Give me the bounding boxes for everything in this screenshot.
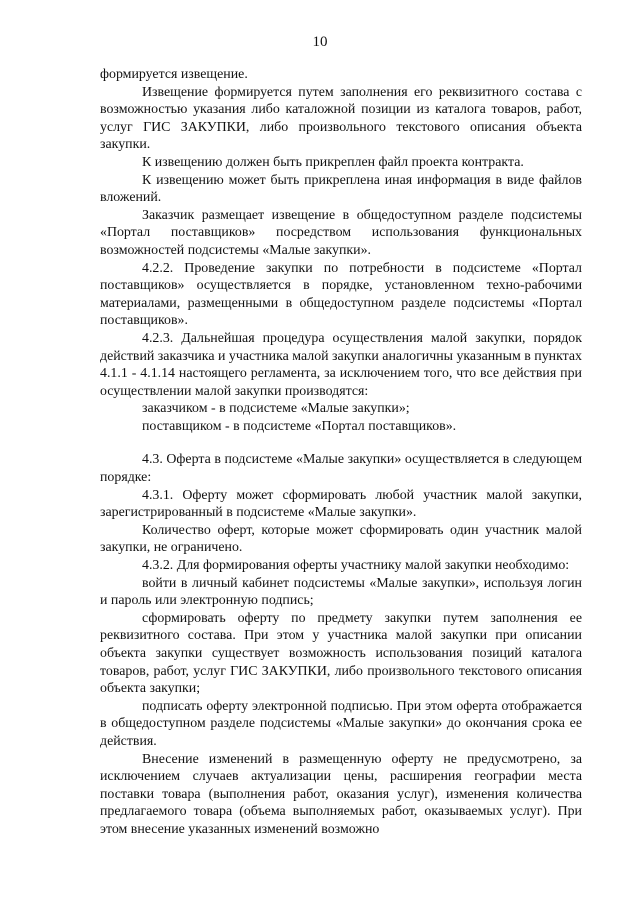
- paragraph: К извещению должен быть прикреплен файл проекта контракта.: [142, 154, 524, 170]
- page-number: 10: [312, 34, 328, 50]
- document-body: [100, 66, 582, 839]
- list-item: поставщиком - в подсистеме «Портал поставщиков».: [142, 418, 457, 434]
- list-item: сформировать оферту по предмету закупки путем заполнения ее реквизитного состава. При этом у участника малой закупки при описании объекта закупки существует возможность использования позиций каталога товаров, работ, услуг ГИС ЗАКУПКИ, либо произвольного текстового описания объекта закупки;: [100, 610, 582, 697]
- paragraph: 4.3.1. Оферту может сформировать любой участник малой закупки, зарегистрированный в подсистеме «Малые закупки».: [100, 487, 582, 521]
- paragraph: Внесение изменений в размещенную оферту не предусмотрено, за исключением случаев актуализации цены, расширения географии места поставки товара (выполнения работ, оказания услуг), изменения количества предлагаемого товара (объема выполняемых работ, оказываемых услуг). При этом внесение указанных изменений возможно: [100, 751, 582, 837]
- paragraph: 4.3.2. Для формирования оферты участнику малой закупки необходимо:: [142, 558, 570, 574]
- paragraph: формируется извещение.: [100, 67, 248, 82]
- paragraph: 4.2.3. Дальнейшая процедура осуществления малой закупки, порядок действий заказчика и участника малой закупки аналогичны указанным в пунктах 4.1.1 - 4.1.14 настоящего регламента, за исключением того, что все действия при осуществлении малой закупки производятся:: [100, 330, 582, 399]
- paragraph: К извещению может быть прикреплена иная информация в виде файлов вложений.: [100, 172, 582, 206]
- section-heading-paragraph: 4.3. Оферта в подсистеме «Малые закупки» осуществляется в следующем порядке:: [100, 452, 582, 486]
- paragraph: Количество оферт, которые может сформировать один участник малой закупки, не ограничено.: [100, 522, 582, 556]
- paragraph: Извещение формируется путем заполнения его реквизитного состава с возможностью указания либо каталожной позиции из каталога товаров, работ, услуг ГИС ЗАКУПКИ, либо произвольного текстового описания объекта закупки.: [100, 84, 582, 153]
- paragraph: 4.2.2. Проведение закупки по потребности в подсистеме «Портал поставщиков» осуществляется в порядке, установленном техно-рабочими материалами, размещенными в общедоступном разделе подсистемы «Портал поставщиков».: [100, 260, 582, 329]
- list-item: подписать оферту электронной подписью. При этом оферта отображается в общедоступном разделе подсистемы «Малые закупки» до окончания срока ее действия.: [100, 698, 582, 749]
- list-item: заказчиком - в подсистеме «Малые закупки»;: [142, 401, 410, 417]
- list-item: войти в личный кабинет подсистемы «Малые закупки», используя логин и пароль или электронную подпись;: [100, 575, 582, 609]
- paragraph: Заказчик размещает извещение в общедоступном разделе подсистемы «Портал поставщиков» посредством использования функциональных возможностей подсистемы «Малые закупки».: [100, 207, 582, 258]
